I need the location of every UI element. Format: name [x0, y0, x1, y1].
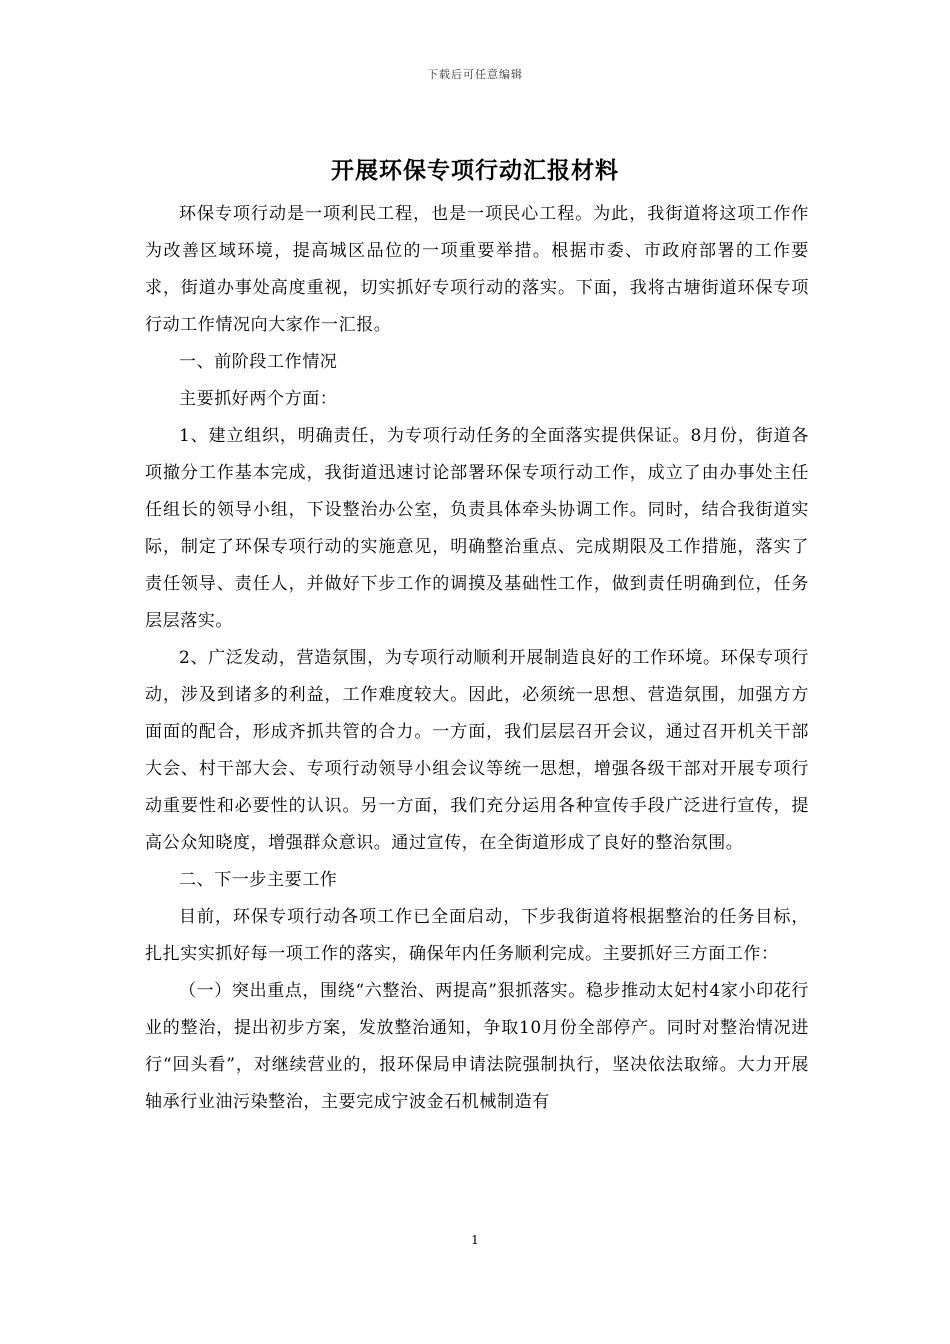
page-number: 1	[471, 1233, 479, 1247]
body-paragraph: 目前，环保专项行动各项工作已全面启动，下步我街道将根据整治的任务目标，扎扎实实抓好每一项工作的落实，确保年内任务顺利完成。主要抓好三方面工作：	[145, 907, 809, 964]
intro-paragraph: 环保专项行动是一项利民工程，也是一项民心工程。为此，我街道将这项工作作为改善区域环境，提高城区品位的一项重要举措。根据市委、市政府部署的工作要求，街道办事处高度重视，切实抓好专项行动的落实。下面，我将古塘街道环保专项行动工作情况向大家作一汇报。	[145, 204, 809, 335]
document-title: 开展环保专项行动汇报材料	[331, 157, 619, 184]
document-body	[145, 196, 809, 1121]
section-heading-2: 二、下一步主要工作	[179, 870, 338, 890]
page-header: 下载后可任意编辑	[427, 68, 523, 81]
body-paragraph: 1、建立组织，明确责任，为专项行动任务的全面落实提供保证。8月份，街道各项撤分工作基本完成，我街道迅速讨论部署环保专项行动工作，成立了由办事处主任任组长的领导小组，下设整治办公室，负责具体牵头协调工作。同时，结合我街道实际，制定了环保专项行动的实施意见，明确整治重点、完成期限及工作措施，落实了责任领导、责任人，并做好下步工作的调摸及基础性工作，做到责任明确到位，任务层层落实。	[145, 426, 809, 631]
body-paragraph: 2、广泛发动，营造氛围，为专项行动顺利开展制造良好的工作环境。环保专项行动，涉及到诸多的利益，工作难度较大。因此，必须统一思想、营造氛围，加强方方面面的配合，形成齐抓共管的合力。一方面，我们层层召开会议，通过召开机关干部大会、村干部大会、专项行动领导小组会议等统一思想，增强各级干部对开展专项行动重要性和必要性的认识。另一方面，我们充分运用各种宣传手段广泛进行宣传，提高公众知晓度，增强群众意识。通过宣传，在全街道形成了良好的整治氛围。	[145, 648, 809, 853]
body-paragraph: （一）突出重点，围绕“六整治、两提高”狠抓落实。稳步推动太妃村4家小印花行业的整治，提出初步方案，发放整治通知，争取10月份全部停产。同时对整治情况进行“回头看”，对继续营业的，报环保局申请法院强制执行，坚决依法取缔。大力开展轴承行业油污染整治，主要完成宁波金石机械制造有	[145, 981, 809, 1112]
section-heading-1: 一、前阶段工作情况	[179, 352, 338, 372]
body-paragraph: 主要抓好两个方面：	[179, 389, 338, 409]
